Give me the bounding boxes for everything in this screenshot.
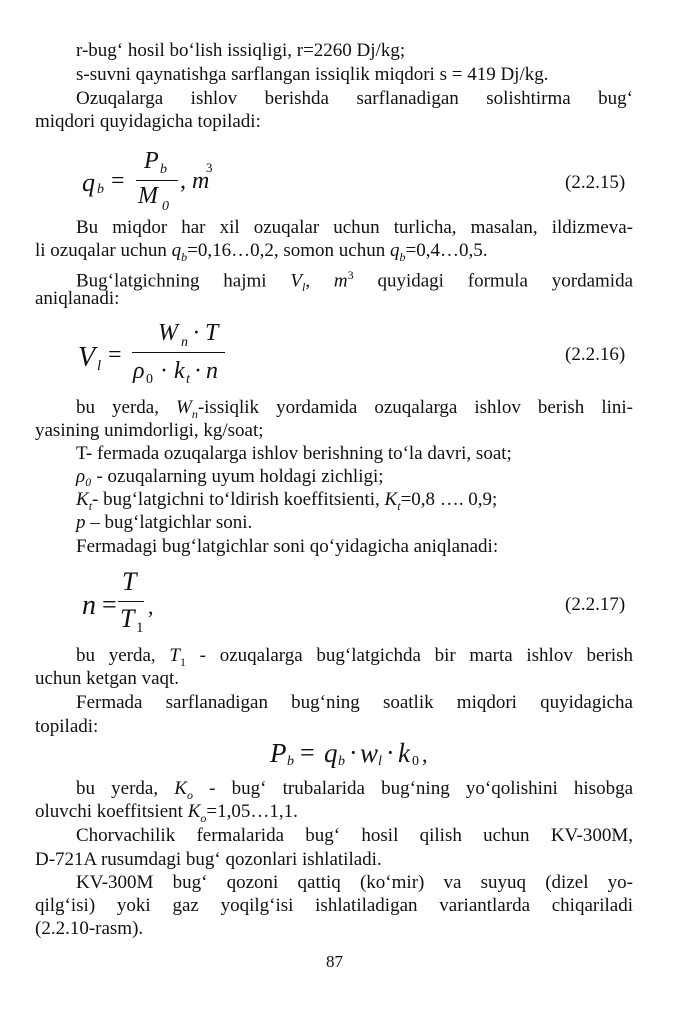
text-line-p4-2: li ozuqalar uchun $q_b=0,16\dots 0,2$, somon uchun $q_b=0,4\dots 0,5$. xyxy=(35,240,488,264)
eq2-number: (2.2.16) xyxy=(565,344,626,365)
text-line-p5-1: Bug‘latgichning hajmi $V_l$, $m^3$ quyidagi formula yordamida xyxy=(76,268,633,295)
eq4-w-sub: l xyxy=(378,754,382,769)
eq2-den-rho: ρ xyxy=(133,358,145,384)
eq3-number: (2.2.17) xyxy=(565,594,626,615)
text-line-p3-1: Ozuqalarga ishlov berishda sarflanadigan solishtirma bug‘ xyxy=(76,88,633,109)
eq1-equals: = xyxy=(111,168,125,194)
eq1-den-sub: 0 xyxy=(162,199,169,214)
eq4-equals: = xyxy=(300,738,315,767)
eq1-lhs-q: q xyxy=(82,168,95,197)
text-line-p10: p – bug‘latgichlar soni. xyxy=(76,512,253,533)
eq3-den: T xyxy=(120,604,135,633)
eq2-den-dot1: · xyxy=(160,358,168,384)
text-line-p14-2: oluvchi koeffitsient $K_o=1,05\dots 1,1$. xyxy=(35,801,298,825)
eq2-num-rest: · T xyxy=(193,320,219,346)
page-number: 87 xyxy=(326,952,343,971)
text-line-p15-2: D-721A rusumdagi bug‘ qozonlari ishlatiladi. xyxy=(35,849,382,870)
text-line-p9: $K_t-$ bug‘latgichni to‘ldirish koeffitsienti, $K_t=0,8$ …. 0,9; xyxy=(76,489,498,513)
text-line-p16-2: qilg‘isi) yoki gaz yoqilg‘isi ishlatiladigan variantlarda chiqariladi xyxy=(35,895,633,916)
text-line-p6-2: yasining unimdorligi, kg/soat; xyxy=(35,420,264,441)
eq2-den-rhosub: 0 xyxy=(146,372,153,387)
text-line-p7: T- fermada ozuqalarga ishlov berishning to‘la davri, soat; xyxy=(76,443,512,464)
eq4-w: w xyxy=(360,738,379,768)
eq2-den-n: n xyxy=(206,358,218,384)
eq4-P-sub: b xyxy=(287,754,294,769)
eq3-lhs: n xyxy=(82,590,96,621)
eq3-fraction-bar xyxy=(118,601,144,602)
eq2-lhs-sub: l xyxy=(97,358,102,374)
text-line-p12-1: bu yerda, $T_1$ - ozuqalarga bug‘latgichda bir marta ishlov berish xyxy=(76,645,633,669)
eq1-unit: , m xyxy=(180,168,210,194)
eq1-fraction-bar xyxy=(136,180,178,181)
eq1-num-sub: b xyxy=(160,162,167,177)
eq1-number: (2.2.15) xyxy=(565,172,626,193)
eq4-P: P xyxy=(270,738,287,768)
text-line-p16-3: (2.2.10-rasm). xyxy=(35,918,144,939)
eq3-comma: , xyxy=(148,594,154,619)
eq2-fraction-bar xyxy=(132,352,225,353)
text-line-p3-2: miqdori quyidagicha topiladi: xyxy=(35,111,261,132)
text-line-p15-1: Chorvachilik fermalarida bug‘ hosil qilish uchun KV-300M, xyxy=(76,825,633,846)
eq3-num: T xyxy=(122,567,137,596)
eq1-lhs-sub: b xyxy=(97,182,104,197)
eq4-comma: , xyxy=(422,742,428,767)
eq2-num-W: W xyxy=(158,320,178,346)
text-line-p13-1: Fermada sarflanadigan bug‘ning soatlik miqdori quyidagicha xyxy=(76,692,633,713)
eq1-num-P: P xyxy=(144,148,159,174)
eq4-q-sub: b xyxy=(338,754,345,769)
eq3-equals: = xyxy=(102,590,117,619)
eq2-den-ksub: t xyxy=(186,372,190,387)
text-line-p5-2: aniqlanadi: xyxy=(35,288,120,309)
eq4-dot1: · xyxy=(349,738,358,767)
eq2-num-Wsub: n xyxy=(181,335,188,350)
text-line-p11: Fermadagi bug‘latgichlar soni qo‘yidagicha aniqlanadi: xyxy=(76,536,499,557)
text-line-p14-1: bu yerda, $K_o$ - bug‘ trubalarida bug‘ning yo‘qolishini hisobga xyxy=(76,778,633,802)
eq4-k: k xyxy=(398,738,410,768)
eq2-lhs-V: V xyxy=(78,342,96,373)
eq1-den-M: M xyxy=(138,183,158,209)
text-line-p12-2: uchun ketgan vaqt. xyxy=(35,668,180,689)
eq3-den-sub: 1 xyxy=(136,620,144,636)
eq2-equals: = xyxy=(108,342,122,368)
text-line-p2: s-suvni qaynatishga sarflangan issiqlik miqdori s = 419 Dj/kg. xyxy=(76,64,549,85)
eq2-den-dot2: · xyxy=(194,358,202,384)
text-line-p13-2: topiladi: xyxy=(35,716,99,737)
eq1-unit-sup: 3 xyxy=(206,160,213,175)
text-line-p16-1: KV-300M bug‘ qozoni qattiq (ko‘mir) va suyuq (dizel yo- xyxy=(76,872,633,893)
eq4-q: q xyxy=(324,738,338,768)
eq2-den-k: k xyxy=(174,358,185,384)
text-line-p4-1: Bu miqdor har xil ozuqalar uchun turlicha, masalan, ildizmeva- xyxy=(76,217,633,238)
eq4-dot2: · xyxy=(386,738,395,767)
text-line-p8: ρ₀ - ozuqalarning uyum holdagi zichligi; xyxy=(76,466,384,487)
eq4-k-sub: 0 xyxy=(412,754,419,769)
text-line-p1: r-bug‘ hosil bo‘lish issiqligi, r=2260 Dj/kg; xyxy=(76,40,406,61)
text-line-p6-1: bu yerda, $W_n$-issiqlik yordamida ozuqalarga ishlov berish lini- xyxy=(76,397,633,421)
